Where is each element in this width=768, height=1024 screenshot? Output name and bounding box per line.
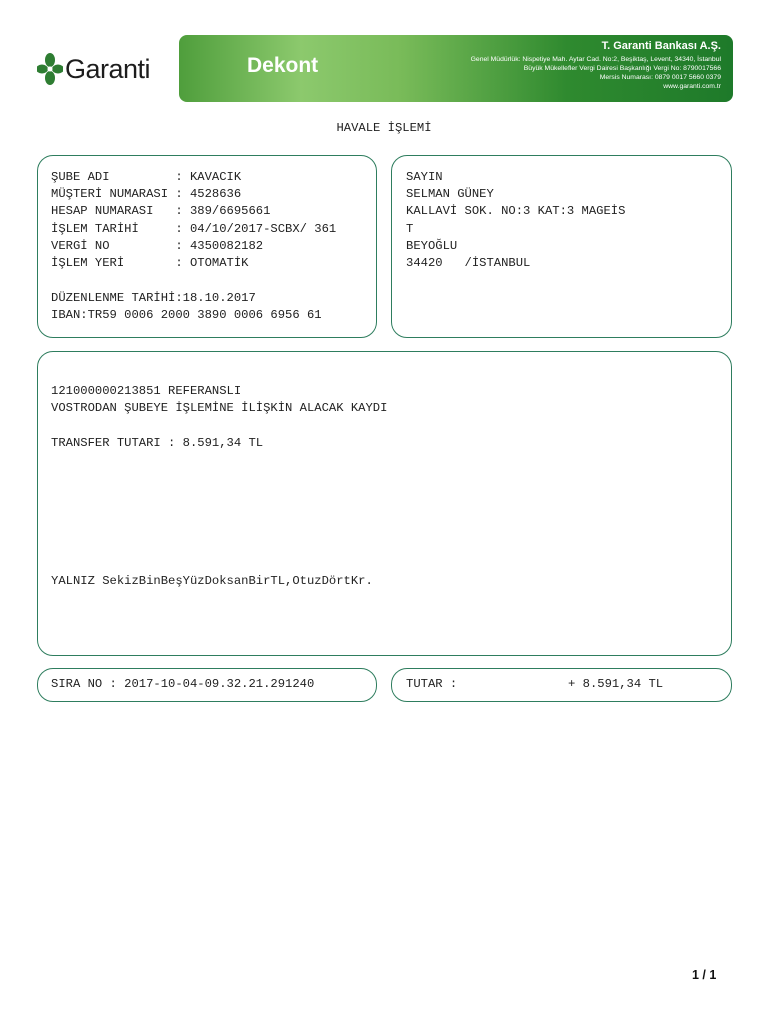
bank-website: www.garanti.com.tr bbox=[663, 83, 721, 90]
tax-number: VERGİ NO : 4350082182 bbox=[51, 239, 264, 253]
page-number: 1 / 1 bbox=[692, 968, 717, 982]
document-title: HAVALE İŞLEMİ bbox=[336, 121, 432, 135]
bank-details bbox=[471, 55, 721, 91]
header-banner bbox=[179, 35, 733, 102]
amount-in-words: YALNIZ SekizBinBeşYüzDoksanBirTL,OtuzDörtKr. bbox=[51, 574, 373, 588]
salutation: SAYIN bbox=[406, 170, 443, 184]
district: BEYOĞLU bbox=[406, 239, 458, 253]
issue-date: DÜZENLENME TARİHİ:18.10.2017 bbox=[51, 291, 256, 305]
address-line-1: KALLAVİ SOK. NO:3 KAT:3 MAGEİS bbox=[406, 204, 626, 218]
transaction-place: İŞLEM YERİ : OTOMATİK bbox=[51, 256, 249, 270]
bank-tax-info: Büyük Mükellefler Vergi Dairesi Başkanlığı Vergi No: 8790017566 bbox=[523, 65, 721, 72]
transaction-description: VOSTRODAN ŞUBEYE İŞLEMİNE İLİŞKİN ALACAK KAYDI bbox=[51, 401, 388, 415]
reference: 121000000213851 REFERANSLI bbox=[51, 384, 242, 398]
bank-address: Genel Müdürlük: Nispetiye Mah. Aytar Cad. No:2, Beşiktaş, Levent, 34340, İstanbul bbox=[470, 56, 721, 63]
recipient-name: SELMAN GÜNEY bbox=[406, 187, 494, 201]
transaction-date: İŞLEM TARİHİ : 04/10/2017-SCBX/ 361 bbox=[51, 222, 337, 236]
total-label: TUTAR : bbox=[406, 677, 458, 691]
iban: IBAN:TR59 0006 2000 3890 0006 6956 61 bbox=[51, 308, 322, 322]
banner-title: Dekont bbox=[247, 54, 319, 77]
bank-mersis: Mersis Numarası: 0879 0017 5660 0379 bbox=[599, 74, 721, 81]
bank-name: T. Garanti Bankası A.Ş. bbox=[601, 40, 721, 52]
address-line-2: T bbox=[406, 222, 414, 236]
branch-name: ŞUBE ADI : KAVACIK bbox=[51, 170, 242, 184]
account-number: HESAP NUMARASI : 389/6695661 bbox=[51, 204, 271, 218]
postal-city: 34420 /İSTANBUL bbox=[406, 256, 531, 270]
total-amount: + 8.591,34 TL bbox=[568, 677, 664, 691]
customer-number: MÜŞTERİ NUMARASI : 4528636 bbox=[51, 187, 242, 201]
sequence-number: SIRA NO : 2017-10-04-09.32.21.291240 bbox=[51, 677, 315, 691]
garanti-logo bbox=[37, 52, 150, 86]
transfer-amount: TRANSFER TUTARI : 8.591,34 TL bbox=[51, 436, 264, 450]
logo-text: Garanti bbox=[65, 53, 151, 84]
clover-icon bbox=[37, 52, 63, 86]
